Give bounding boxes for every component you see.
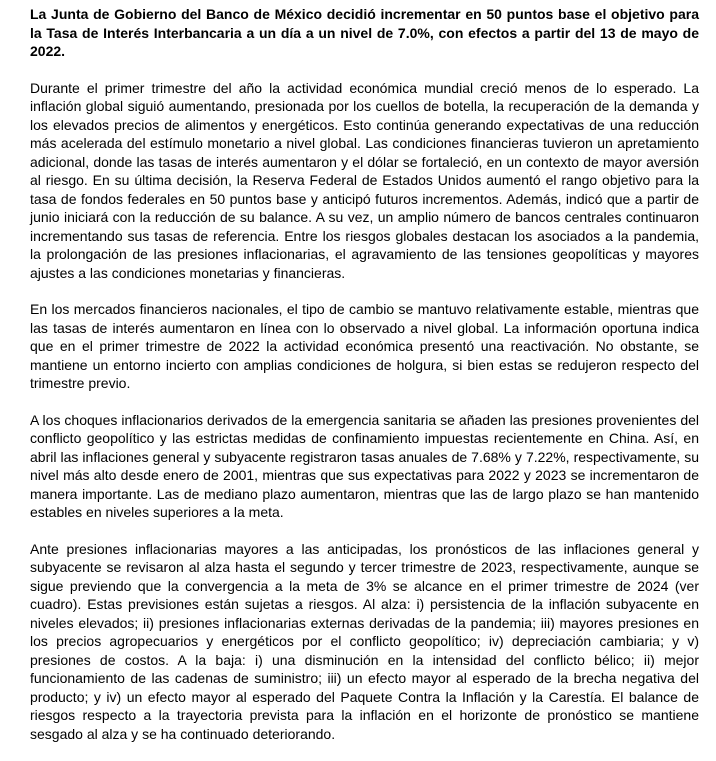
paragraph-inflation-shocks: A los choques inflacionarios derivados de la emergencia sanitaria se añaden las presiones provenientes del conflicto geopolítico y las estrictas medidas de confinamiento impuestas recientemente en China. Así, en abril las inflaciones general y subyacente registraron tasas anuales de 7.68% y 7.22%, respectivamente, su nivel más alto desde enero de 2001, mientras que sus expectativas para 2022 y 2023 se incrementaron de manera importante. Las de mediano plazo aumentaron, mientras que las de largo plazo se han mantenido estables en niveles superiores a la meta. [30, 411, 699, 520]
paragraph-domestic-markets: En los mercados financieros nacionales, el tipo de cambio se mantuvo relativamente estable, mientras que las tasas de interés aumentaron en línea con lo observado a nivel global. La información oportuna indica que en el primer trimestre de 2022 la actividad económica presentó una reactivación. No obstante, se mantiene un entorno incierto con amplias condiciones de holgura, si bien estas se redujeron respecto del trimestre previo. [30, 301, 699, 391]
document-page [30, 5, 699, 761]
paragraph-inflation-forecasts: Ante presiones inflacionarias mayores a las anticipadas, los pronósticos de las inflaciones general y subyacente se revisaron al alza hasta el segundo y tercer trimestre de 2023, respectivamente, aunque se sigue previendo que la convergencia a la meta de 3% se alcance en el primer trimestre de 2024 (ver cuadro). Estas previsiones están sujetas a riesgos. Al alza: i) persistencia de la inflación subyacente en niveles elevados; ii) presiones inflacionarias externas derivadas de la pandemia; iii) mayores presiones en los precios agropecuarios y energéticos por el conflicto geopolítico; iv) depreciación cambiaria; y v) presiones de costos. A la baja: i) una disminución en la intensidad del conflicto bélico; ii) mejor funcionamiento de las cadenas de suministro; iii) un efecto mayor al esperado de la brecha negativa del producto; y iv) un efecto mayor al esperado del Paquete Contra la Inflación y la Carestía. El balance de riesgos respecto a la trayectoria prevista para la inflación en el horizonte de pronóstico se mantiene sesgado al alza y se ha continuado deteriorando. [30, 540, 699, 742]
paragraph-global-economy: Durante el primer trimestre del año la actividad económica mundial creció menos de lo esperado. La inflación global siguió aumentando, presionada por los cuellos de botella, la recuperación de la demanda y los elevados precios de alimentos y energéticos. Esto continúa generando expectativas de una reducción más acelerada del estímulo monetario a nivel global. Las condiciones financieras tuvieron un apretamiento adicional, donde las tasas de interés aumentaron y el dólar se fortaleció, en un contexto de mayor aversión al riesgo. En su última decisión, la Reserva Federal de Estados Unidos aumentó el rango objetivo para la tasa de fondos federales en 50 puntos base y anticipó futuros incrementos. Además, indicó que a partir de junio iniciará con la reducción de su balance. A su vez, un amplio número de bancos centrales continuaron incrementando sus tasas de referencia. Entre los riesgos globales destacan los asociados a la pandemia, la prolongación de las presiones inflacionarias, el agravamiento de las tensiones geopolíticas y mayores ajustes a las condiciones monetarias y financieras. [30, 79, 699, 281]
document-title: La Junta de Gobierno del Banco de México decidió incrementar en 50 puntos base el objetivo para la Tasa de Interés Interbancaria a un día a un nivel de 7.0%, con efectos a partir del 13 de mayo de 2022. [30, 6, 699, 59]
